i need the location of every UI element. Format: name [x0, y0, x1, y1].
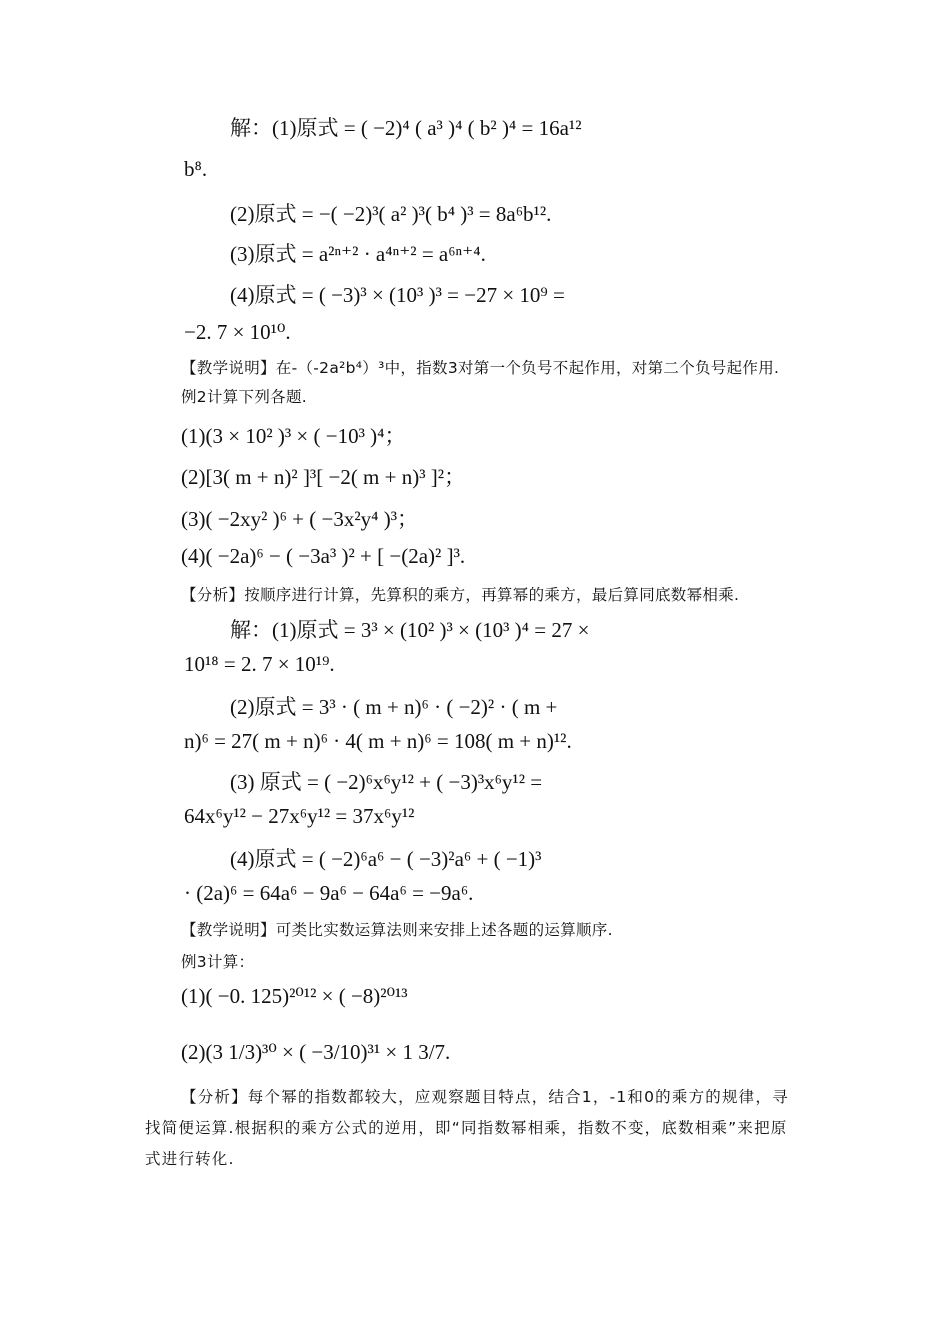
analysis-2-line-3: 式进行转化.: [145, 1150, 235, 1168]
example-3-problem-2: (2)(3 1/3)³⁰ × ( −3/10)³¹ × 1 3/7.: [181, 1040, 451, 1064]
solution-1-part-2: (2)原式 = −( −2)³( a² )³( b⁴ )³ = 8a⁶b¹².: [230, 202, 552, 226]
analysis-2-line-2: 找简便运算.根据积的乘方公式的逆用，即“同指数幂相乘，指数不变，底数相乘”来把原: [145, 1119, 788, 1137]
solution-2-part-2: (2)原式 = 3³ · ( m + n)⁶ · ( −2)² · ( m +: [230, 695, 558, 719]
teaching-note-2: 【教学说明】可类比实数运算法则来安排上述各题的运算顺序.: [181, 921, 613, 939]
solution-2-part-3: (3) 原式 = ( −2)⁶x⁶y¹² + ( −3)³x⁶y¹² =: [230, 770, 543, 794]
solution-2-part-1-cont: 10¹⁸ = 2. 7 × 10¹⁹.: [184, 652, 335, 676]
solution-2-part-4: (4)原式 = ( −2)⁶a⁶ − ( −3)²a⁶ + ( −1)³: [230, 847, 542, 871]
solution-1-line-2: b⁸.: [184, 157, 208, 181]
example-2-problem-2: (2)[3( m + n)² ]³[ −2( m + n)³ ]²；: [181, 465, 466, 489]
example-3-problem-1: (1)( −0. 125)²⁰¹² × ( −8)²⁰¹³: [181, 984, 408, 1008]
teaching-note-1: 【教学说明】在-（-2a²b⁴）³中，指数3对第一个负号不起作用，对第二个负号起作用.: [181, 359, 780, 377]
example-2-problem-4: (4)( −2a)⁶ − ( −3a³ )² + [ −(2a)² ]³.: [181, 544, 466, 568]
analysis-2-line-1: 【分析】每个幂的指数都较大，应观察题目特点，结合1，-1和0的乘方的规律，寻: [181, 1088, 789, 1106]
example-2-problem-3: (3)( −2xy² )⁶ + ( −3x²y⁴ )³；: [181, 507, 419, 531]
solution-1-part-4: (4)原式 = ( −3)³ × (10³ )³ = −27 × 10⁹ =: [230, 283, 565, 307]
analysis-1: 【分析】按顺序进行计算，先算积的乘方，再算幂的乘方，最后算同底数幂相乘.: [181, 586, 740, 604]
example-2-problem-1: (1)(3 × 10² )³ × ( −10³ )⁴；: [181, 424, 406, 448]
solution-2-part-4-cont: · (2a)⁶ = 64a⁶ − 9a⁶ − 64a⁶ = −9a⁶.: [184, 881, 474, 905]
solution-1-part-3: (3)原式 = a²ⁿ⁺² · a⁴ⁿ⁺² = a⁶ⁿ⁺⁴.: [230, 242, 486, 266]
solution-2-part-1: 解：(1)原式 = 3³ × (10² )³ × (10³ )⁴ = 27 ×: [230, 618, 590, 642]
solution-2-part-2-cont: n)⁶ = 27( m + n)⁶ · 4( m + n)⁶ = 108( m + n)¹².: [184, 729, 572, 753]
solution-1-part-4-result: −2. 7 × 10¹⁰.: [184, 320, 291, 344]
example-3-heading: 例3计算：: [181, 953, 255, 971]
example-2-heading: 例2计算下列各题.: [181, 388, 307, 406]
solution-2-part-3-cont: 64x⁶y¹² − 27x⁶y¹² = 37x⁶y¹²: [184, 804, 415, 828]
solution-1-line-1: 解：(1)原式 = ( −2)⁴ ( a³ )⁴ ( b² )⁴ = 16a¹²: [230, 116, 582, 140]
